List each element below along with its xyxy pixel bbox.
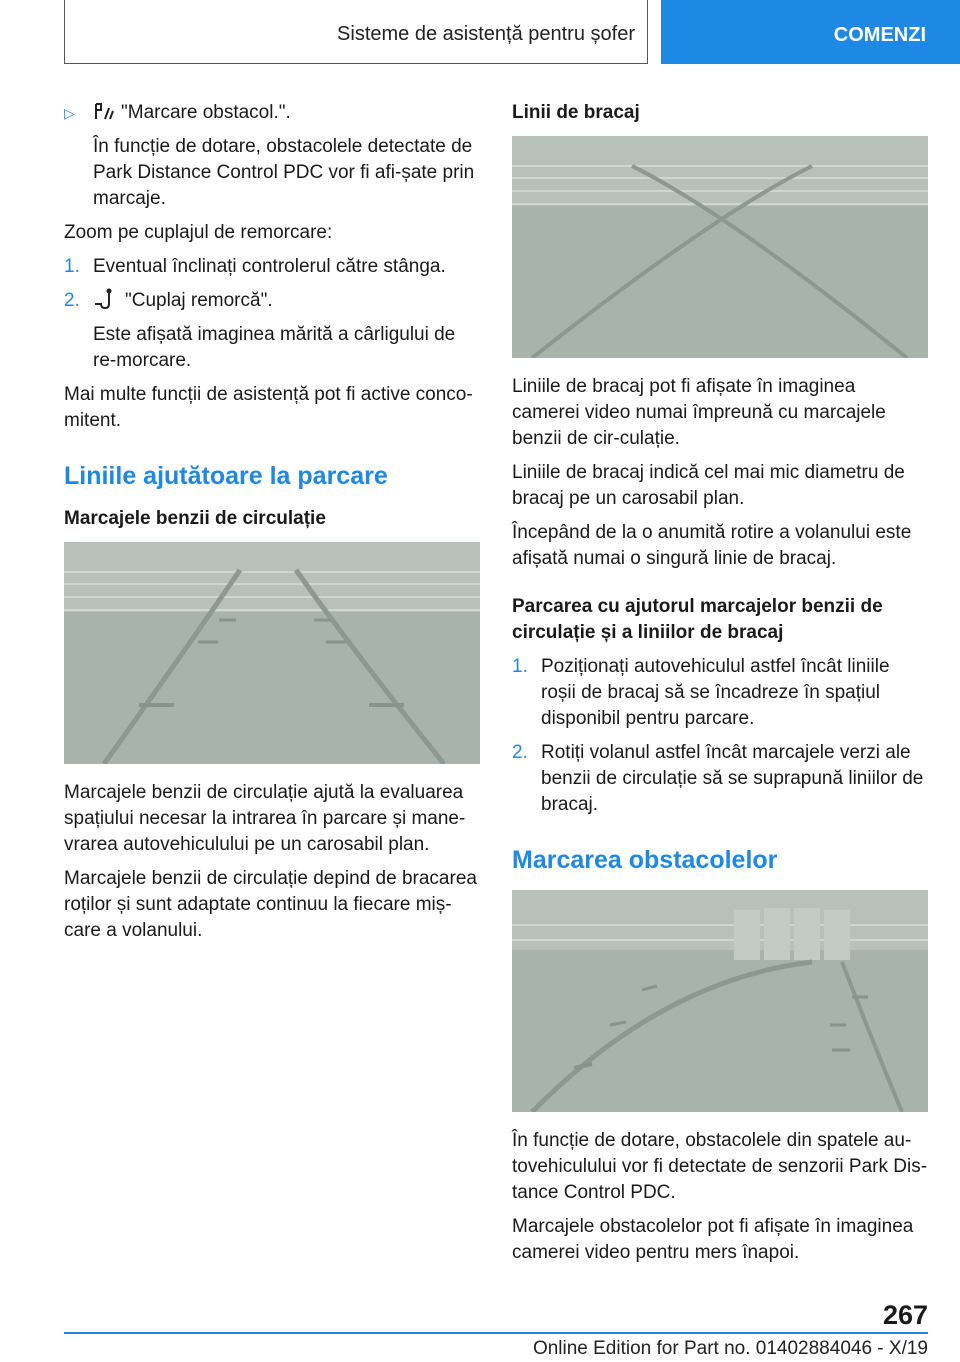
obstacle-marking-icon	[93, 102, 115, 122]
step-number: 2.	[64, 290, 80, 311]
footer-divider	[64, 1332, 928, 1334]
lane-markings-p1: Marcajele benzii de circulație ajută la evaluarea spațiului necesar la intrarea în parcare și mane-vrarea autovehiculului pe un carosabil plan.	[64, 782, 466, 855]
step-number: 2.	[512, 742, 528, 763]
zoom-step-2	[64, 288, 480, 314]
subheading-parking-procedure: Parcarea cu ajutorul marcajelor benzii de circulație și a liniilor de bracaj	[512, 596, 883, 643]
step-number: 1.	[64, 256, 80, 277]
page-number: 267	[882, 1300, 928, 1330]
subheading-lane-markings: Marcajele benzii de circulație	[64, 508, 326, 529]
step-number: 1.	[512, 656, 528, 677]
parking-step-1	[512, 654, 928, 732]
trailer-hitch-icon	[93, 288, 119, 310]
lane-markings-p2: Marcajele benzii de circulație depind de bracarea roților și sunt adaptate continuu la fiecare miș-care a volanului.	[64, 868, 477, 941]
step-label: "Cuplaj remorcă".	[125, 290, 273, 311]
obstacle-p2: Marcajele obstacolelor pot fi afișate în imaginea camerei video pentru mers înapoi.	[512, 1216, 914, 1263]
obstacle-menu-label: "Marcare obstacol.".	[121, 102, 291, 123]
lane-markings-figure	[64, 542, 480, 764]
left-column	[64, 100, 480, 952]
obstacle-p1: În funcție de dotare, obstacolele din spatele au-tovehiculului vor fi detectate de senzorii Park Dis-tance Control PDC.	[512, 1130, 928, 1203]
step-text: Rotiți volanul astfel încât marcajele verzi ale benzii de circulație să se suprapună liniilor de bracaj.	[541, 742, 924, 815]
section-heading-parking-lines: Liniile ajutătoare la parcare	[64, 462, 388, 490]
right-column	[512, 100, 928, 1274]
zoom-step-1	[64, 254, 480, 280]
obstacle-menu-desc: În funcție de dotare, obstacolele detectate de Park Distance Control PDC vor fi afi-șate prin marcaje.	[93, 136, 475, 209]
obstacle-menu-item	[64, 100, 480, 126]
edition-footer: Online Edition for Part no. 01402884046 - X/19	[532, 1338, 928, 1359]
turning-p1: Liniile de bracaj pot fi afișate în imaginea camerei video numai împreună cu marcajele benzii de cir-culație.	[512, 376, 886, 449]
header-category-title: COMENZI	[833, 24, 926, 46]
step-text: Poziționați autovehiculul astfel încât liniile roșii de bracaj să se încadreze în spațiul disponibil pentru parcare.	[541, 656, 890, 729]
subheading-turning-lines: Linii de bracaj	[512, 102, 640, 123]
turning-p3: Începând de la o anumită rotire a volanului este afișată numai o singură linie de bracaj.	[512, 522, 912, 569]
parking-step-2	[512, 740, 928, 818]
zoom-intro: Zoom pe cuplajul de remorcare:	[64, 222, 333, 243]
header-section-title: Sisteme de asistență pentru șofer	[337, 23, 635, 45]
section-heading-obstacle-marking: Marcarea obstacolelor	[512, 846, 778, 874]
obstacle-marking-figure	[512, 890, 928, 1112]
header-category-tab	[661, 0, 960, 64]
turning-lines-figure	[512, 136, 928, 358]
zoom-step-2-desc: Este afișată imaginea mărită a cârligului de re-morcare.	[93, 324, 456, 371]
concurrent-note: Mai multe funcții de asistență pot fi active conco-mitent.	[64, 384, 473, 431]
triangle-right-icon: ▷	[64, 105, 75, 121]
header-section-tab	[64, 0, 648, 64]
step-text: Eventual înclinați controlerul către stânga.	[93, 256, 446, 277]
turning-p2: Liniile de bracaj indică cel mai mic diametru de bracaj pe un carosabil plan.	[512, 462, 905, 509]
